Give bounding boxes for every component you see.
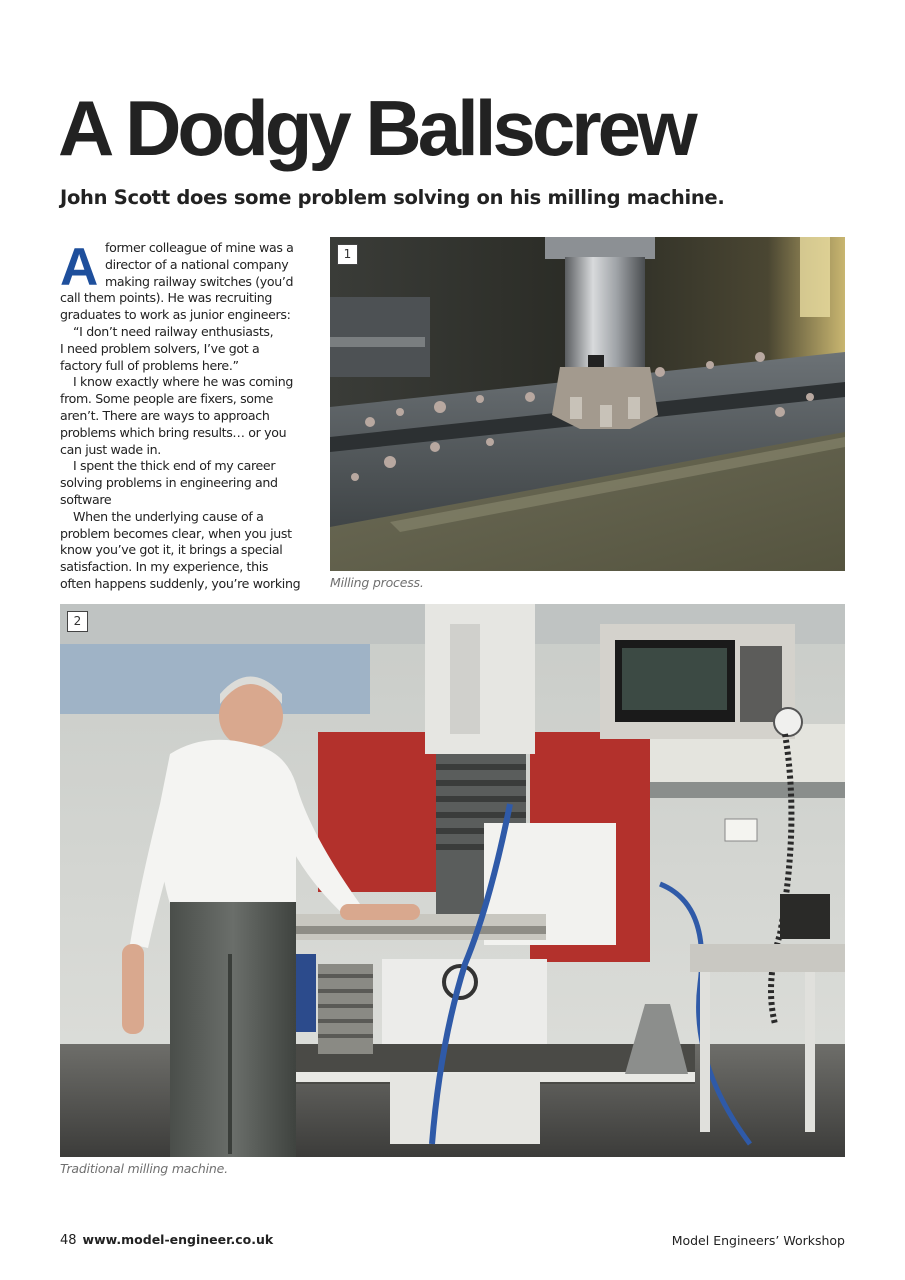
body-line: satisfaction. In my experience, this [60,559,269,575]
body-line: problems which bring results… or you [60,424,287,440]
body-line: factory full of problems here.” [60,357,239,373]
article-body [60,240,310,593]
body-line: problem becomes clear, when you just [60,525,292,541]
drop-cap: A [60,238,98,297]
article-title: A Dodgy Ballscrew [58,84,694,172]
body-line: often happens suddenly, you’re working [60,575,301,591]
body-line: can just wade in. [60,441,161,457]
body-line: software [60,491,112,507]
milling-machine-photo [60,604,845,1157]
body-line: When the underlying cause of a [73,508,264,524]
figure-number-badge: 1 [337,244,358,265]
website-link[interactable]: www.model-engineer.co.uk [82,1232,274,1247]
milling-process-photo [330,237,845,571]
body-line: graduates to work as junior engineers: [60,307,291,323]
figure-caption: Traditional milling machine. [60,1161,228,1176]
page-number: 48 [60,1233,77,1248]
body-line: “I don’t need railway enthusiasts, [73,323,274,339]
figure-caption: Milling process. [330,575,424,590]
body-line: former colleague of mine was a [105,240,294,255]
body-line: director of a national company [105,256,289,272]
body-line: making railway switches (you’d [105,273,294,289]
body-line: aren’t. There are ways to approach [60,407,270,423]
body-line: call them points). He was recruiting [60,290,273,306]
body-line: I spent the thick end of my career [73,458,276,474]
body-line: I know exactly where he was coming [73,374,293,390]
article-subtitle: John Scott does some problem solving on his milling machine. [60,186,725,209]
page-footer-left [60,1232,273,1248]
magazine-name: Model Engineers’ Workshop [671,1233,845,1248]
body-line: from. Some people are fixers, some [60,391,273,407]
body-line: I need problem solvers, I’ve got a [60,340,260,356]
milling-machine-illustration [60,604,845,1157]
milling-process-illustration [330,237,845,571]
body-line: solving problems in engineering and [60,475,278,491]
figure-number-badge: 2 [67,611,88,632]
body-line: know you’ve got it, it brings a special [60,542,283,558]
